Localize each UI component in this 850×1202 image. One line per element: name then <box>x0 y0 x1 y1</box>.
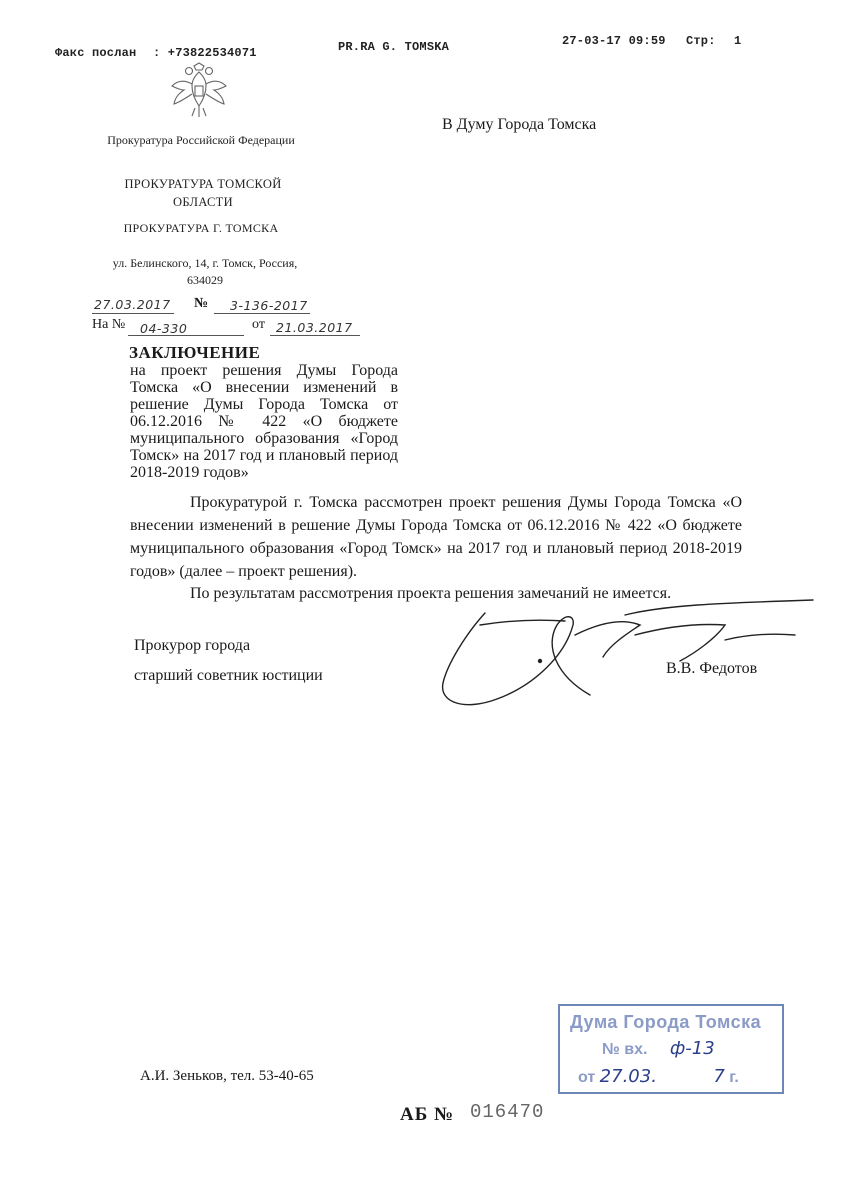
letterhead-regional-office: ПРОКУРАТУРА ТОМСКОЙ ОБЛАСТИ <box>124 177 282 209</box>
number-sign: № <box>194 296 209 311</box>
fax-page-number: 1 <box>734 34 742 48</box>
incoming-number: 04-330 <box>140 321 188 336</box>
outgoing-date: 27.03.2017 <box>94 297 171 312</box>
stamp-year-suffix: г. <box>729 1069 739 1086</box>
body-paragraph-1: Прокуратурой г. Томска рассмотрен проект решения Думы Города Томска «О внесении изменений в решение Думы Города Томска от 06.12.2016 № 422 «О бюджете муниципального образования «Город Томск» на 2017 год и плановый период 2018-2019 годов» (далее – проект решения). <box>130 494 742 580</box>
conclusion-title: ЗАКЛЮЧЕНИЕ <box>129 343 261 362</box>
coat-of-arms-emblem <box>168 62 230 120</box>
stamp-date-value: 27.03. <box>599 1066 657 1087</box>
registration-stamp <box>558 1004 784 1094</box>
stamp-date-label: от <box>578 1069 596 1086</box>
fax-sent-label: Факс послан <box>55 46 137 60</box>
signer-position-line1: Прокурор города <box>134 637 251 654</box>
executor-contact: А.И. Зеньков, тел. 53-40-65 <box>140 1068 314 1084</box>
fax-datetime: 27-03-17 09:59 <box>562 34 666 48</box>
signer-position-line2: старший советник юстиции <box>134 667 323 684</box>
letterhead-city-office: ПРОКУРАТУРА Г. ТОМСКА <box>123 221 279 235</box>
form-serial-label: АБ № <box>400 1104 455 1125</box>
stamp-date-row <box>578 1066 739 1087</box>
stamp-year-value: 7 <box>713 1066 725 1087</box>
stamp-title: Дума Города Томска <box>570 1012 762 1032</box>
form-serial-number: 016470 <box>470 1101 545 1123</box>
incoming-date: 21.03.2017 <box>276 320 353 335</box>
fax-sender: PR.RA G. TOMSKA <box>338 40 450 54</box>
fax-phone: : +73822534071 <box>153 46 257 60</box>
stamp-number-value: ф-13 <box>669 1038 715 1059</box>
conclusion-subject: на проект решения Думы Города Томска «О внесении изменений в решение Думы Города Томска от 06.12.2016 № 422 «О бюджете муниципального образования «Город Томск» на 2017 год и плановый период 2018-2019 годов» <box>130 362 398 481</box>
incoming-number-label: На № <box>92 317 126 332</box>
stamp-number-label: № вх. <box>602 1041 648 1058</box>
fax-page-label: Стр: <box>686 34 716 48</box>
handwritten-signature <box>425 595 820 725</box>
stamp-number-row <box>602 1038 715 1059</box>
letterhead-address: ул. Белинского, 14, г. Томск, Россия, 634029 <box>112 256 298 287</box>
incoming-from-label: от <box>252 317 265 332</box>
signer-name: В.В. Федотов <box>666 660 758 677</box>
body-paragraph-2: По результатам рассмотрения проекта решения замечаний не имеется. <box>190 585 672 602</box>
recipient: В Думу Города Томска <box>442 116 597 133</box>
letterhead-organization: Прокуратура Российской Федерации <box>107 133 295 147</box>
outgoing-number: 3-136-2017 <box>230 298 308 313</box>
